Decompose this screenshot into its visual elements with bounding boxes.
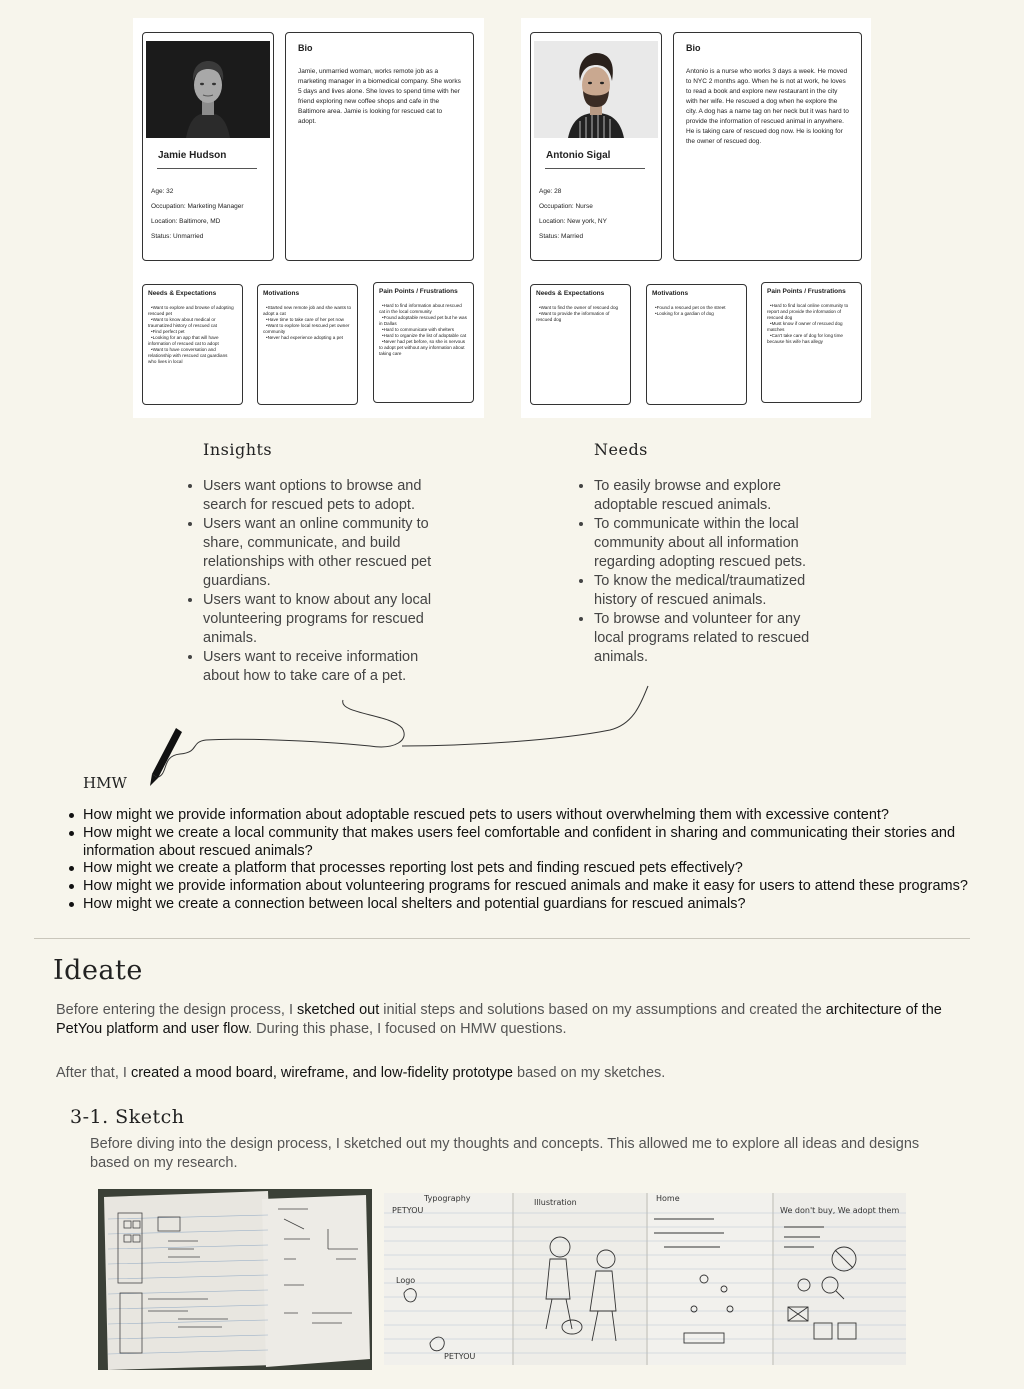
list-item: • To communicate within the local community about all information regarding adopting rescued pets. — [594, 515, 828, 572]
text-run: initial steps and solutions based on my assumptions and created the — [379, 1002, 826, 1018]
bio-text: Jamie, unmarried woman, works remote job as a marketing manager in a biomedical company. She works 5 days and lives alone. She loves to spend time with her friend exploring new coffee shops and cafe in the Baltimore area. Jamie is looking for rescued cat to adopt. — [298, 68, 461, 125]
list-item: • Never had experience adopting a pet — [263, 335, 352, 341]
list-item: How might we create a connection between local shelters and potential guardians for rescued animals? — [83, 896, 1003, 914]
highlight-text: sketched out — [297, 1002, 380, 1018]
list-item: • To know the medical/traumatized history of rescued animals. — [594, 572, 828, 610]
persona-location: Location: Baltimore, MD — [151, 218, 221, 225]
sketch-label: Typography — [424, 1194, 471, 1203]
list-item: How might we create a platform that processes reporting lost pets and finding rescued pets effectively? — [83, 860, 1003, 878]
list-item: • Hard to find information about rescued cat in the local community — [379, 303, 468, 315]
sketch-label: PETYOU — [444, 1352, 476, 1361]
list-item: • Want to explore local rescued pet owner community — [263, 323, 352, 335]
text-run: After that, I — [56, 1065, 131, 1081]
persona-name: Antonio Sigal — [546, 150, 611, 161]
list-item: • Looking for an app that will have information of rescued cat to adopt — [148, 335, 237, 347]
sketch-description: Before diving into the design process, I sketched out my thoughts and concepts. This allowed me to explore all ideas and designs based on my research. — [90, 1136, 920, 1171]
list-item: • Want to find the owner of rescued dog — [536, 305, 625, 311]
needs-title: Needs — [594, 440, 648, 459]
persona-age: Age: 32 — [151, 188, 174, 195]
motivations-title: Motivations — [263, 290, 300, 297]
list-item: • Hard to communicate with shelters — [379, 327, 468, 333]
profile-card — [142, 32, 274, 261]
pain-points-list — [379, 303, 468, 357]
subsection-title: 3-1. Sketch — [70, 1106, 185, 1128]
list-item: • Users want an online community to share, communicate, and build relationships with other rescued pet guardians. — [203, 515, 447, 591]
persona-status: Status: Unmarried — [151, 233, 204, 240]
persona-name: Jamie Hudson — [158, 150, 227, 161]
bio-title: Bio — [298, 43, 313, 53]
needs-title: Needs & Expectations — [148, 290, 217, 297]
sketch-photo-wireframes — [98, 1189, 372, 1370]
persona-card-jamie — [133, 18, 484, 418]
motivations-title: Motivations — [652, 290, 689, 297]
list-item: • Started new remote job and she wants to adopt a cat — [263, 305, 352, 317]
sketch-label: Home — [656, 1194, 680, 1203]
needs-list — [148, 305, 237, 365]
sketch-photo-concepts — [384, 1193, 906, 1365]
needs-title: Needs & Expectations — [536, 290, 605, 297]
motivations-list — [263, 305, 352, 341]
bio-card — [673, 32, 862, 261]
list-item: • Must know if owner of rescued dog matches — [767, 321, 856, 333]
persona-age: Age: 28 — [539, 188, 562, 195]
name-divider — [157, 168, 257, 169]
pain-points-title: Pain Points / Frustrations — [379, 288, 458, 295]
hmw-list — [83, 807, 1003, 914]
motivations-card — [257, 284, 358, 405]
section-title: Ideate — [53, 955, 143, 986]
needs-list — [578, 477, 828, 667]
needs-list — [536, 305, 625, 323]
list-item: • Looking for a gardian of dog — [652, 311, 741, 317]
bio-card — [285, 32, 474, 261]
pain-points-title: Pain Points / Frustrations — [767, 288, 846, 295]
list-item: How might we provide information about adoptable rescued pets to users without overwhelming them with excessive content? — [83, 807, 1003, 825]
list-item: • Want to have conversation and relationship with rescued cat guardians who lives in local — [148, 347, 237, 365]
list-item: • Find perfect pet — [148, 329, 237, 335]
list-item: • To easily browse and explore adoptable rescued animals. — [594, 477, 828, 515]
pain-points-list — [767, 303, 856, 345]
name-divider — [545, 168, 645, 169]
pain-points-card — [761, 282, 862, 403]
persona-status: Status: Married — [539, 233, 584, 240]
ideate-paragraph-2 — [56, 1064, 956, 1083]
persona-details — [151, 184, 244, 244]
highlight-text: architecture of the PetYou platform and user flow — [56, 1002, 942, 1037]
bio-title: Bio — [686, 43, 701, 53]
list-item: • Want to know about medical or traumatized history of rescued cat — [148, 317, 237, 329]
list-item: • Found a rescued pet on the street — [652, 305, 741, 311]
section-divider — [34, 938, 970, 939]
hmw-title: HMW — [83, 774, 127, 792]
list-item: • To browse and volunteer for any local programs related to rescued animals. — [594, 610, 828, 667]
persona-occupation: Occupation: Nurse — [539, 203, 593, 210]
list-item: • Users want options to browse and search for rescued pets to adopt. — [203, 477, 447, 515]
jamie-photo — [146, 41, 270, 138]
insights-list — [187, 477, 447, 686]
connector-line — [140, 680, 660, 790]
list-item: How might we provide information about volunteering programs for rescued animals and make it easy for users to attend these programs? — [83, 878, 1003, 896]
sketch-label: We don't buy, We adopt them — [780, 1206, 900, 1215]
list-item: • Want to explore and browse of adopting rescued pet — [148, 305, 237, 317]
needs-card — [142, 284, 243, 405]
profile-card — [530, 32, 662, 261]
sketch-label: Illustration — [534, 1198, 577, 1207]
ideate-paragraph-1 — [56, 1001, 956, 1039]
list-item: How might we create a local community that makes users feel comfortable and confident in sharing and communicating their stories and information about rescued animals? — [83, 825, 1003, 861]
list-item: • Found adoptable rescued pet but he was in Dallas — [379, 315, 468, 327]
pen-icon — [146, 726, 186, 788]
text-run: . During this phase, I focused on HMW questions. — [248, 1021, 567, 1037]
bio-text: Antonio is a nurse who works 3 days a week. He moved to NYC 2 months ago. When he is not at work, he loves to read a book and explore new restaurant in the city with her wife. He rescued a dog when he explore the city. A dog has a name tag on her neck but it was hard to provide the information of rescued animal in anywhere. He is taking care of rescued dog now. He is looking for the owner of rescued dog. — [686, 68, 849, 145]
list-item: • Never had pet before, so she is nervous to adopt pet without any information about taking care — [379, 339, 468, 357]
antonio-photo — [534, 41, 658, 138]
insights-title: Insights — [203, 440, 273, 459]
text-run: Before entering the design process, I — [56, 1002, 298, 1018]
list-item: • Want to provide the information of rescued dog — [536, 311, 625, 323]
pain-points-card — [373, 282, 474, 403]
highlight-text: created a mood board, wireframe, and low-fidelity prototype — [130, 1065, 513, 1081]
list-item: • Hard to find local online community to report and provide the information of rescued dog — [767, 303, 856, 321]
list-item: • Can't take care of dog for long time because his wife has allegy — [767, 333, 856, 345]
text-run: based on my sketches. — [512, 1065, 666, 1081]
list-item: • Users want to receive information about how to take care of a pet. — [203, 648, 447, 686]
sketch-label: Logo — [396, 1276, 416, 1285]
list-item: • Users want to know about any local volunteering programs for rescued animals. — [203, 591, 447, 648]
sketch-label: PETYOU — [392, 1206, 424, 1215]
persona-occupation: Occupation: Marketing Manager — [151, 203, 244, 210]
persona-location: Location: New york, NY — [539, 218, 607, 225]
list-item: • Have time to take care of her pet now — [263, 317, 352, 323]
persona-details — [539, 184, 607, 244]
needs-card — [530, 284, 631, 405]
list-item: • Hard to organize the list of adoptable cat — [379, 333, 468, 339]
motivations-list — [652, 305, 741, 317]
motivations-card — [646, 284, 747, 405]
persona-card-antonio — [521, 18, 871, 418]
